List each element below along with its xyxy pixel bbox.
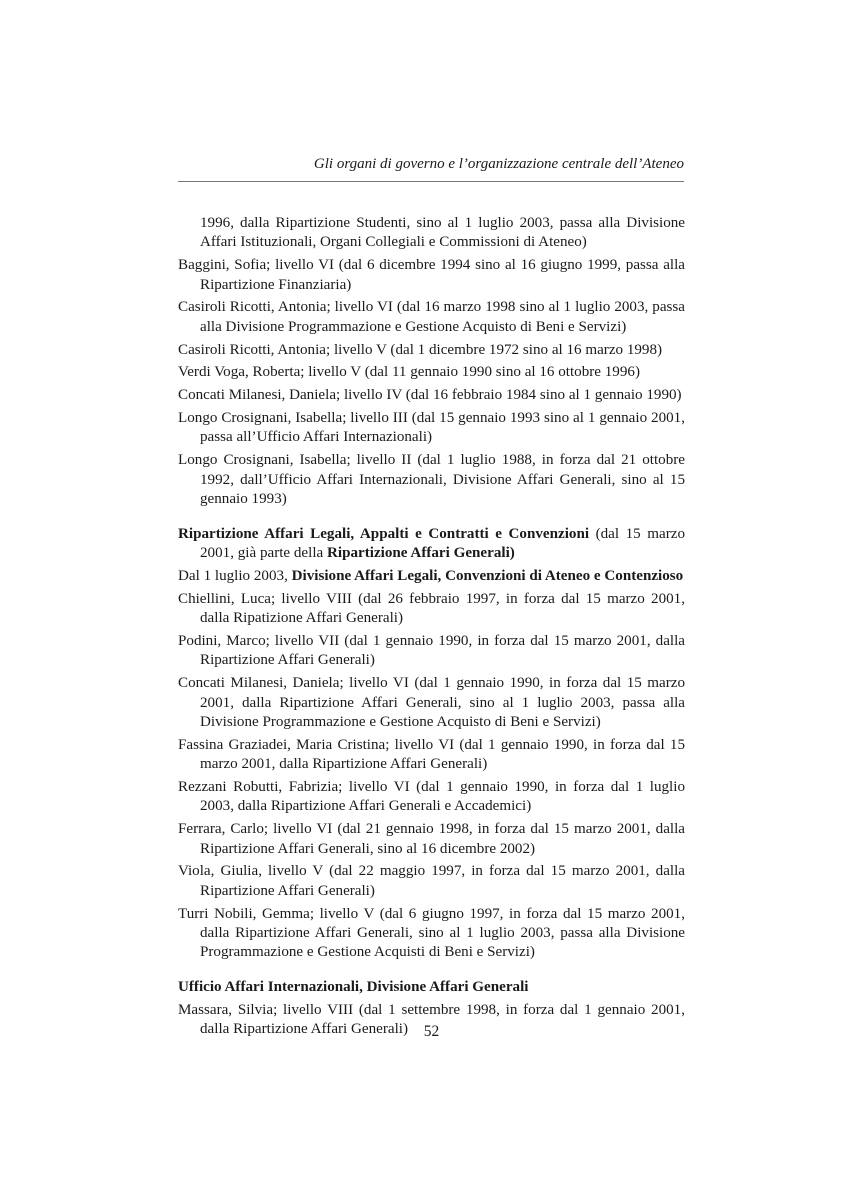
page-number: 52 <box>423 1023 440 1040</box>
continued-entry: 1996, dalla Ripartizione Studenti, sino al 1 luglio 2003, passa alla Divisione Affari Istituzionali, Organi Collegiali e Commissioni di Ateneo) <box>200 215 685 251</box>
section-spacer <box>178 966 685 978</box>
section-2-subheading-title: Divisione Affari Legali, Convenzioni di Ateneo e Contenzioso <box>291 568 684 585</box>
list-item: Longo Crosignani, Isabella; livello III (dal 15 gennaio 1993 sino al 1 gennaio 2001, passa all’Ufficio Affari Internazionali) <box>178 410 685 446</box>
section-1-list <box>178 256 685 509</box>
section-2-heading <box>178 525 685 564</box>
list-item: Concati Milanesi, Daniela; livello VI (dal 1 gennaio 1990, in forza dal 15 marzo 2001, dalla Ripartizione Affari Generali, sino al 1 luglio 2003, passa alla Divisione Programmazione e Gestione Acquisto di Beni e Servizi) <box>178 675 685 731</box>
list-item: Podini, Marco; livello VII (dal 1 gennaio 1990, in forza dal 15 marzo 2001, dalla Ripartizione Affari Generali) <box>178 633 685 669</box>
list-item: Massara, Silvia; livello VIII (dal 1 settembre 1998, in forza dal 1 gennaio 2001, dalla Ripartizione Affari Generali) <box>178 1002 685 1038</box>
list-item: Verdi Voga, Roberta; livello V (dal 11 gennaio 1990 sino al 16 ottobre 1996) <box>178 364 640 381</box>
running-head: Gli organi di governo e l’organizzazione centrale dell’Ateneo <box>313 156 684 172</box>
section-2-heading-parent: Ripartizione Affari Generali) <box>327 545 515 562</box>
list-item: Ferrara, Carlo; livello VI (dal 21 gennaio 1998, in forza dal 15 marzo 2001, dalla Ripartizione Affari Generali, sino al 16 dicembre 2002) <box>178 821 685 857</box>
list-item: Casiroli Ricotti, Antonia; livello V (dal 1 dicembre 1972 sino al 16 marzo 1998) <box>178 341 663 358</box>
section-2-heading-title: Ripartizione Affari Legali, Appalti e Contratti e Convenzioni <box>178 525 590 542</box>
list-item: Fassina Graziadei, Maria Cristina; livello VI (dal 1 gennaio 1990, in forza dal 15 marzo 2001, dalla Ripartizione Affari Generali) <box>178 736 685 773</box>
header-rule <box>178 181 684 182</box>
section-2-heading-note: (dal 15 marzo 2001, già parte della <box>200 525 685 562</box>
list-item: Chiellini, Luca; livello VIII (dal 26 febbraio 1997, in forza dal 15 marzo 2001, dalla Ripatizione Affari Generali) <box>178 590 685 627</box>
section-2-subheading <box>178 567 685 586</box>
list-item: Turri Nobili, Gemma; livello V (dal 6 giugno 1997, in forza dal 15 marzo 2001, dalla Ripartizione Affari Generali, sino al 1 luglio 2003, passa alla Divisione Programmazione e Gestione Acquisti di Beni e Servizi) <box>178 905 685 961</box>
section-2-subheading-date: Dal 1 luglio 2003, <box>178 568 292 585</box>
page-body <box>178 214 685 1043</box>
list-item: Longo Crosignani, Isabella; livello II (dal 1 luglio 1988, in forza dal 21 ottobre 1992, dall’Ufficio Affari Internazionali, Divisione Affari Generali, sino al 15 gennaio 1993) <box>178 452 685 508</box>
list-item: Rezzani Robutti, Fabrizia; livello VI (dal 1 gennaio 1990, in forza dal 1 luglio 2003, dalla Ripartizione Affari Generali e Accademici) <box>178 779 685 815</box>
list-item: Baggini, Sofia; livello VI (dal 6 dicembre 1994 sino al 16 giugno 1999, passa alla Ripartizione Finanziaria) <box>178 257 685 293</box>
section-3-heading-title: Ufficio Affari Internazionali, Divisione Affari Generali <box>178 979 529 996</box>
list-item: Viola, Giulia, livello V (dal 22 maggio 1997, in forza dal 15 marzo 2001, dalla Ripartizione Affari Generali) <box>178 863 685 899</box>
section-3-heading <box>178 978 685 997</box>
list-item: Casiroli Ricotti, Antonia; livello VI (dal 16 marzo 1998 sino al 1 luglio 2003, passa alla Divisione Programmazione e Gestione Acquisto di Beni e Servizi) <box>178 299 685 335</box>
section-spacer <box>178 513 685 525</box>
list-item: Concati Milanesi, Daniela; livello IV (dal 16 febbraio 1984 sino al 1 gennaio 1990) <box>178 387 682 404</box>
section-2-list <box>178 590 685 963</box>
